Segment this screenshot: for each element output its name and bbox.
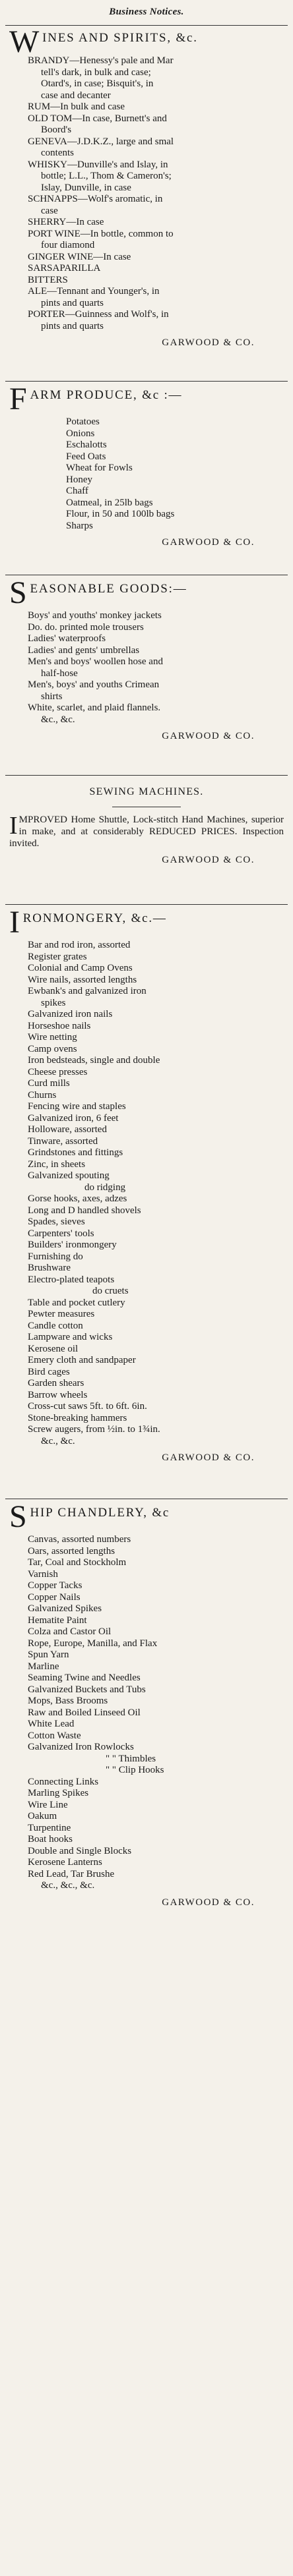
list-item: Copper Nails bbox=[28, 1591, 81, 1603]
list-item: White Lead bbox=[28, 1719, 75, 1729]
list-item: Builders' ironmongery bbox=[28, 1240, 117, 1250]
list-item: Wire nails, assorted lengths bbox=[28, 974, 137, 985]
list-item: Galvanized Buckets and Tubs bbox=[28, 1684, 146, 1695]
list-item: Feed Oats bbox=[66, 451, 106, 462]
list-item: Do. do. printed mole trousers bbox=[28, 621, 144, 633]
divider bbox=[5, 25, 288, 26]
list-item: Long and D handled shovels bbox=[28, 1205, 141, 1216]
list-item: Red Lead, Tar Brushe bbox=[28, 1868, 115, 1879]
list-item: Sharps bbox=[66, 520, 93, 531]
list-item: Register grates bbox=[28, 951, 87, 962]
list-item: Men's and boys' woollen hose and bbox=[28, 656, 163, 667]
list-item: Oatmeal, in 25lb bags bbox=[66, 497, 153, 508]
list-item: &c., &c., &c. bbox=[41, 1880, 95, 1891]
item-list bbox=[0, 940, 293, 1447]
drop-cap: F bbox=[9, 382, 28, 416]
list-item: Connecting Links bbox=[28, 1776, 99, 1787]
list-item: PORT WINE—In bottle, common to bbox=[28, 228, 174, 239]
ad-title bbox=[0, 1499, 293, 1534]
title-text: INES AND SPIRITS, &c. bbox=[42, 31, 198, 45]
divider bbox=[5, 904, 288, 905]
list-item: " " Clip Hooks bbox=[106, 1765, 164, 1775]
drop-cap: W bbox=[9, 24, 41, 59]
list-item: Chaff bbox=[66, 486, 88, 496]
list-item: &c., &c. bbox=[41, 714, 75, 725]
list-item: Islay, Dunville, in case bbox=[41, 182, 131, 193]
list-item: Galvanized Iron Rowlocks bbox=[28, 1742, 134, 1752]
list-item: Cotton Waste bbox=[28, 1730, 81, 1741]
title-text: ARM PRODUCE, &c :— bbox=[30, 388, 183, 402]
title-text: EASONABLE GOODS:— bbox=[30, 582, 187, 596]
ad-seasonable-goods bbox=[0, 575, 293, 743]
list-item: SCHNAPPS—Wolf's aromatic, in bbox=[28, 194, 163, 204]
list-item: &c., &c. bbox=[41, 1435, 75, 1446]
list-item: contents bbox=[41, 148, 74, 158]
list-item: Furnishing do bbox=[28, 1251, 83, 1262]
list-item: Pewter measures bbox=[28, 1309, 95, 1319]
list-item: Hematite Paint bbox=[28, 1615, 87, 1626]
advertiser-signature: GARWOOD & CO. bbox=[162, 337, 255, 348]
list-item: half-hose bbox=[41, 668, 78, 679]
list-item: Emery cloth and sandpaper bbox=[28, 1355, 136, 1365]
list-item: Colonial and Camp Ovens bbox=[28, 963, 133, 973]
ad-title: SEWING MACHINES. bbox=[89, 786, 204, 797]
list-item: Galvanized Spikes bbox=[28, 1603, 102, 1614]
body-text: MPROVED Home Shuttle, Lock-stitch Hand Machines, superior in make, and at considerably REDUCED PRICES. Inspection invited. bbox=[9, 815, 284, 849]
list-item: pints and quarts bbox=[41, 320, 104, 331]
list-item: four diamond bbox=[41, 240, 95, 250]
advertiser-signature: GARWOOD & CO. bbox=[162, 1452, 255, 1463]
list-item: Stone-breaking hammers bbox=[28, 1412, 127, 1423]
item-list bbox=[0, 55, 293, 332]
list-item: GENEVA—J.D.K.Z., large and smal bbox=[28, 136, 174, 147]
ad-body bbox=[0, 814, 293, 849]
list-item: Ladies' and gents' umbrellas bbox=[28, 644, 140, 656]
list-item: Brushware bbox=[28, 1263, 71, 1273]
list-item: Otard's, in case; Bisquit's, in bbox=[41, 78, 154, 89]
list-item: ALE—Tennant and Younger's, in bbox=[28, 286, 160, 297]
list-item: Cross-cut saws 5ft. to 6ft. 6in. bbox=[28, 1401, 147, 1412]
list-item: Onions bbox=[66, 428, 95, 439]
list-item: Barrow wheels bbox=[28, 1389, 88, 1400]
list-item: Curd mills bbox=[28, 1078, 70, 1089]
list-item: Marling Spikes bbox=[28, 1788, 89, 1798]
list-item: Grindstones and fittings bbox=[28, 1147, 123, 1158]
list-item: do cruets bbox=[92, 1286, 129, 1296]
list-item: Oakum bbox=[28, 1811, 57, 1821]
list-item: Wire netting bbox=[28, 1032, 77, 1043]
divider bbox=[5, 381, 288, 382]
list-item: OLD TOM—In case, Burnett's and bbox=[28, 113, 167, 124]
ad-sewing-machines bbox=[0, 784, 293, 867]
list-item: Canvas, assorted numbers bbox=[28, 1534, 131, 1545]
list-item: PORTER—Guinness and Wolf's, in bbox=[28, 309, 169, 320]
list-item: RUM—In bulk and case bbox=[28, 101, 125, 112]
item-list bbox=[0, 416, 293, 532]
list-item: Cheese presses bbox=[28, 1066, 88, 1077]
list-item: BRANDY—Henessy's pale and Mar bbox=[28, 55, 174, 66]
list-item: Table and pocket cutlery bbox=[28, 1297, 125, 1308]
page-header: Business Notices. bbox=[109, 7, 184, 17]
list-item: Churns bbox=[28, 1089, 57, 1101]
list-item: Bar and rod iron, assorted bbox=[28, 940, 131, 950]
list-item: Boord's bbox=[41, 125, 72, 135]
list-item: Ewbank's and galvanized iron bbox=[28, 986, 146, 996]
list-item: Gorse hooks, axes, adzes bbox=[28, 1193, 127, 1204]
list-item: BITTERS bbox=[28, 274, 68, 285]
list-item: bottle; L.L., Thom & Cameron's; bbox=[41, 171, 172, 181]
list-item: Lampware and wicks bbox=[28, 1332, 113, 1342]
list-item: Kerosene oil bbox=[28, 1343, 79, 1354]
list-item: Galvanized iron nails bbox=[28, 1009, 113, 1019]
list-item: Rope, Europe, Manilla, and Flax bbox=[28, 1638, 158, 1649]
list-item: Flour, in 50 and 100lb bags bbox=[66, 509, 175, 519]
list-item: case and decanter bbox=[41, 90, 111, 101]
list-item: White, scarlet, and plaid flannels. bbox=[28, 702, 161, 713]
list-item: Galvanized iron, 6 feet bbox=[28, 1112, 119, 1124]
list-item: Tar, Coal and Stockholm bbox=[28, 1557, 127, 1568]
drop-cap: I bbox=[9, 812, 18, 840]
drop-cap: I bbox=[9, 905, 21, 940]
list-item: Ladies' waterproofs bbox=[28, 633, 106, 644]
ad-title bbox=[0, 575, 293, 610]
list-item: Wire Line bbox=[28, 1799, 68, 1810]
ad-farm-produce bbox=[0, 382, 293, 549]
list-item: Marline bbox=[28, 1661, 59, 1672]
list-item: SARSAPARILLA bbox=[28, 263, 101, 273]
list-item: Spades, sieves bbox=[28, 1216, 85, 1227]
title-text: RONMONGERY, &c.— bbox=[22, 911, 167, 925]
advertiser-signature: GARWOOD & CO. bbox=[162, 731, 255, 741]
list-item: Potatoes bbox=[66, 416, 100, 427]
drop-cap: S bbox=[9, 575, 28, 610]
list-item: Holloware, assorted bbox=[28, 1124, 107, 1135]
list-item: pints and quarts bbox=[41, 297, 104, 308]
list-item: Galvanized spouting bbox=[28, 1170, 110, 1181]
list-item: Iron bedsteads, single and double bbox=[28, 1055, 160, 1066]
list-item: Double and Single Blocks bbox=[28, 1845, 132, 1856]
list-item: Wheat for Fowls bbox=[66, 463, 133, 473]
ad-title bbox=[0, 905, 293, 940]
list-item: Boys' and youths' monkey jackets bbox=[28, 610, 162, 621]
list-item: Honey bbox=[66, 474, 92, 485]
list-item: tell's dark, in bulk and case; bbox=[41, 67, 151, 78]
divider bbox=[5, 775, 288, 776]
ad-wines-and-spirits bbox=[0, 24, 293, 349]
list-item: Carpenters' tools bbox=[28, 1228, 94, 1239]
list-item: WHISKY—Dunville's and Islay, in bbox=[28, 159, 168, 170]
list-item: case bbox=[41, 205, 58, 216]
list-item: Kerosene Lanterns bbox=[28, 1857, 102, 1868]
ad-ironmongery bbox=[0, 905, 293, 1464]
list-item: Electro-plated teapots bbox=[28, 1274, 115, 1285]
list-item: do ridging bbox=[84, 1182, 126, 1193]
title-text: HIP CHANDLERY, &c bbox=[30, 1506, 170, 1520]
list-item: Men's, boys' and youths Crimean bbox=[28, 679, 160, 690]
list-item: Camp ovens bbox=[28, 1043, 77, 1054]
list-item: Colza and Castor Oil bbox=[28, 1626, 112, 1637]
list-item: Raw and Boiled Linseed Oil bbox=[28, 1707, 141, 1718]
list-item: shirts bbox=[41, 691, 63, 702]
list-item: Eschalotts bbox=[66, 440, 107, 450]
list-item: Spun Yarn bbox=[28, 1649, 69, 1660]
ad-ship-chandlery bbox=[0, 1499, 293, 1909]
item-list bbox=[0, 610, 293, 726]
list-item: GINGER WINE—In case bbox=[28, 251, 131, 262]
list-item: spikes bbox=[41, 997, 66, 1008]
list-item: Seaming Twine and Needles bbox=[28, 1673, 141, 1683]
list-item: Zinc, in sheets bbox=[28, 1159, 86, 1170]
list-item: " " Thimbles bbox=[106, 1753, 156, 1764]
list-item: Horseshoe nails bbox=[28, 1020, 91, 1031]
list-item: Oars, assorted lengths bbox=[28, 1545, 115, 1557]
list-item: Tinware, assorted bbox=[28, 1135, 98, 1147]
list-item: Candle cotton bbox=[28, 1320, 83, 1331]
item-list bbox=[0, 1534, 293, 1892]
advertiser-signature: GARWOOD & CO. bbox=[162, 1897, 255, 1908]
ad-title bbox=[0, 382, 293, 416]
list-item: Copper Tacks bbox=[28, 1580, 82, 1591]
list-item: Boat hooks bbox=[28, 1834, 73, 1845]
advertiser-signature: GARWOOD & CO. bbox=[162, 855, 255, 865]
drop-cap: S bbox=[9, 1499, 28, 1534]
list-item: Mops, Bass Brooms bbox=[28, 1696, 108, 1706]
list-item: Turpentine bbox=[28, 1822, 71, 1833]
ad-title bbox=[0, 24, 293, 59]
list-item: SHERRY—In case bbox=[28, 217, 104, 227]
list-item: Bird cages bbox=[28, 1366, 70, 1377]
advertiser-signature: GARWOOD & CO. bbox=[162, 537, 255, 548]
list-item: Garden shears bbox=[28, 1378, 84, 1388]
list-item: Fencing wire and staples bbox=[28, 1101, 126, 1112]
list-item: Varnish bbox=[28, 1568, 58, 1580]
list-item: Screw augers, from ½in. to 1¾in. bbox=[28, 1424, 160, 1435]
